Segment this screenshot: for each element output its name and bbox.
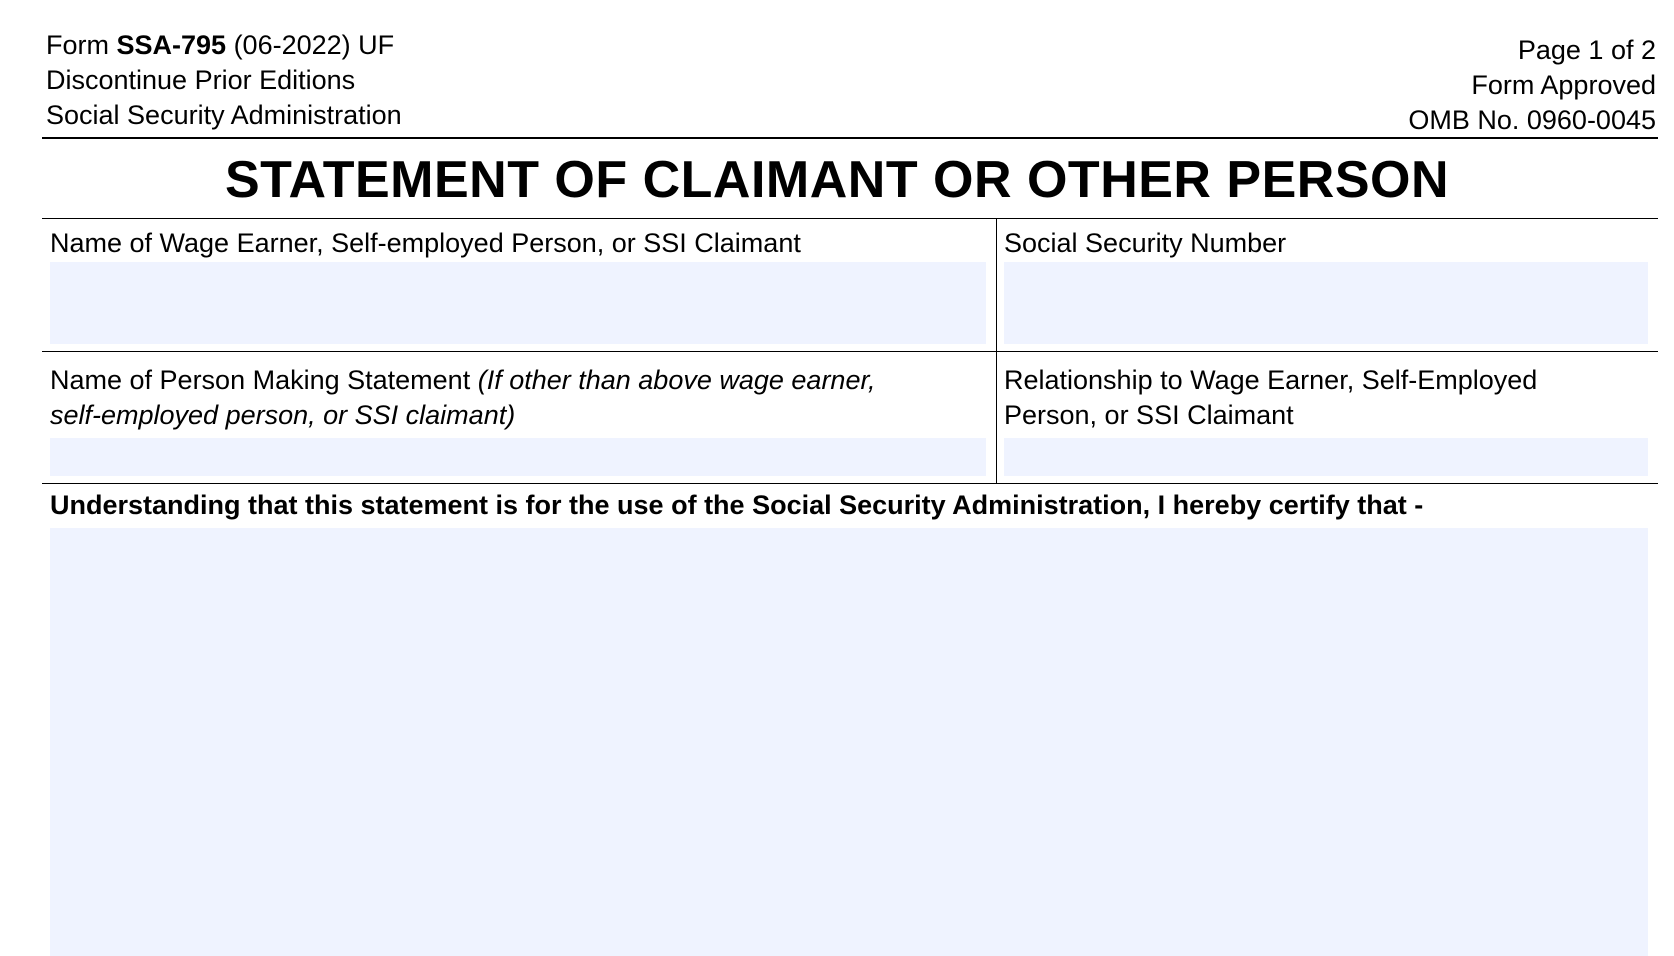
ssn-field[interactable] xyxy=(1004,262,1648,344)
page-info: Page 1 of 2 xyxy=(1517,35,1656,65)
row-divider-2 xyxy=(42,483,1658,484)
row-divider-1 xyxy=(42,351,1658,352)
person-making-statement-note-line xyxy=(50,398,515,433)
form-title: STATEMENT OF CLAIMANT OR OTHER PERSON xyxy=(224,151,1450,209)
approval-status: Form Approved xyxy=(1471,70,1656,100)
relationship-label-line-2: Person, or SSI Claimant xyxy=(1004,400,1294,430)
relationship-label-line-1: Relationship to Wage Earner, Self-Employed xyxy=(1004,365,1538,395)
form-revision: (06-2022) UF xyxy=(226,30,395,60)
form-number: SSA-795 xyxy=(116,30,227,60)
wage-earner-name-field[interactable] xyxy=(50,262,986,344)
relationship-field[interactable] xyxy=(1004,438,1648,476)
form-id-line xyxy=(46,28,402,63)
agency-name: Social Security Administration xyxy=(46,100,402,130)
person-making-statement-note-2: self-employed person, or SSI claimant) xyxy=(50,400,516,430)
wage-earner-name-label: Name of Wage Earner, Self-employed Person, or SSI Claimant xyxy=(50,228,801,258)
omb-number: OMB No. 0960-0045 xyxy=(1408,105,1656,135)
certification-label: Understanding that this statement is for the use of the Social Security Administration, I hereby certify that - xyxy=(50,490,1424,520)
person-making-statement-note-1: (If other than above wage earner, xyxy=(477,365,876,395)
ssn-label: Social Security Number xyxy=(1004,228,1287,258)
form-header-left xyxy=(46,28,402,133)
edition-note: Discontinue Prior Editions xyxy=(46,65,356,95)
header-divider xyxy=(42,137,1658,139)
column-divider xyxy=(996,218,997,483)
person-making-statement-label xyxy=(50,363,875,398)
person-making-statement-field[interactable] xyxy=(50,438,986,476)
section-divider-top xyxy=(42,218,1658,219)
statement-textarea[interactable] xyxy=(50,528,1648,956)
form-prefix: Form xyxy=(46,30,117,60)
form-header-right xyxy=(1408,33,1656,138)
person-making-statement-label-text: Name of Person Making Statement xyxy=(50,365,478,395)
